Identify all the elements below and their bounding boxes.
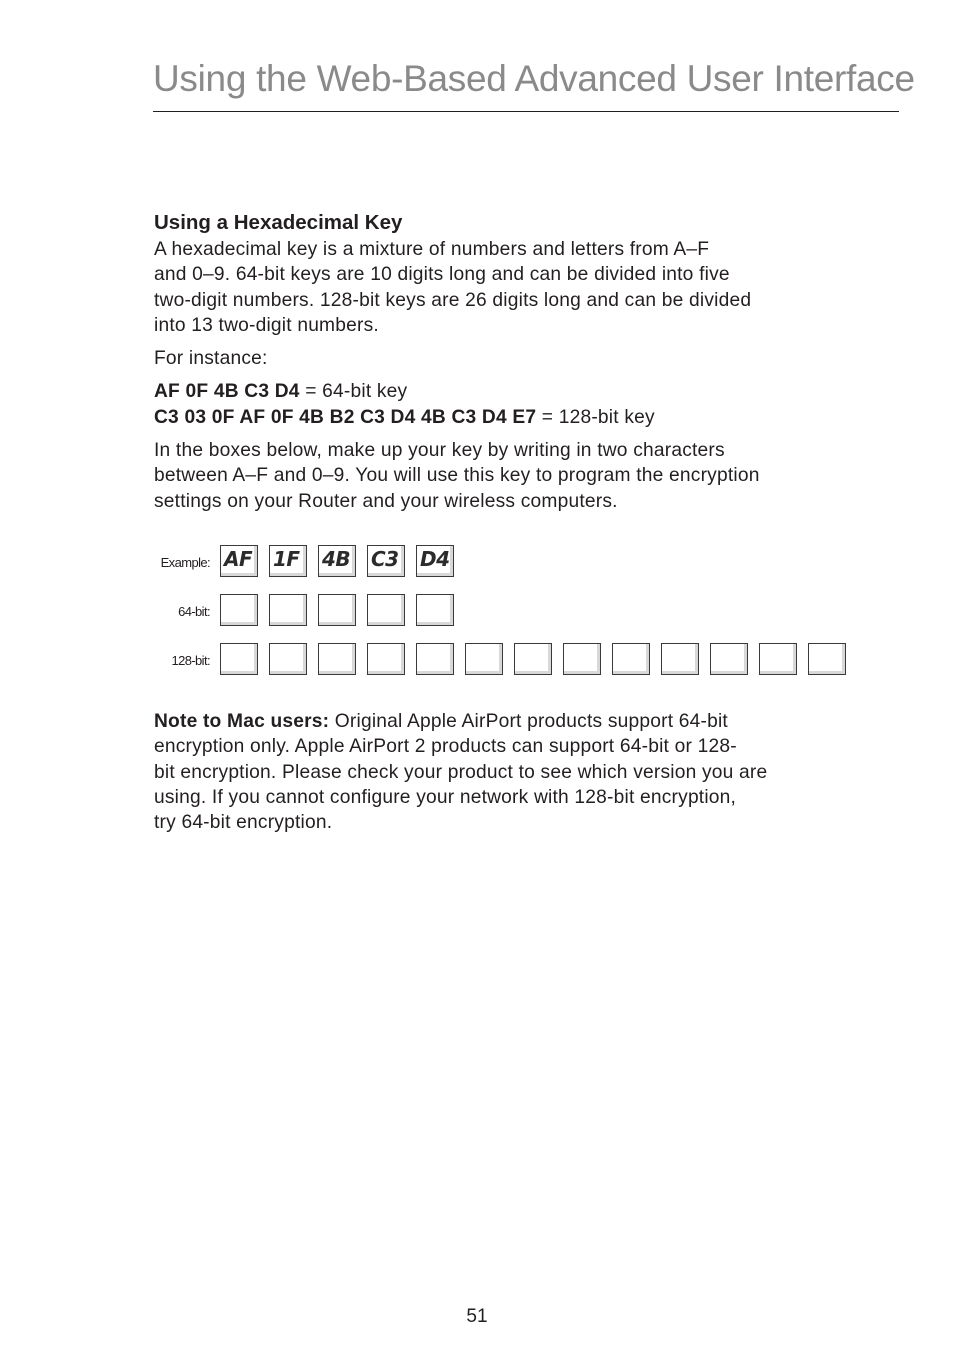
key-box: [612, 643, 650, 675]
example-64-suffix: = 64-bit key: [299, 381, 408, 403]
example-128-line: [154, 405, 869, 430]
section-heading: Using a Hexadecimal Key: [154, 211, 403, 234]
key-box-value: 1F: [273, 547, 300, 571]
example-64-key: AF 0F 4B C3 D4: [154, 381, 300, 403]
key-box: [318, 643, 356, 675]
mac-users-note: [154, 709, 874, 835]
key-box: [563, 643, 601, 675]
key-box: [269, 594, 307, 626]
key-box: [514, 643, 552, 675]
key-box: [220, 545, 258, 577]
page-number: 51: [466, 1306, 488, 1327]
key-box: [808, 643, 846, 675]
intro-line: into 13 two-digit numbers.: [154, 314, 379, 336]
title-divider: [153, 111, 899, 112]
key-box: [269, 545, 307, 577]
key-box: [465, 643, 503, 675]
key-box-value: C3: [371, 547, 399, 571]
note-lead: Note to Mac users:: [154, 711, 330, 732]
example-128-suffix: = 128-bit key: [536, 406, 655, 428]
key-box: [759, 643, 797, 675]
key-box: [367, 643, 405, 675]
key-box: [367, 545, 405, 577]
row-128-label: 128-bit:: [171, 653, 210, 668]
key-box: [416, 643, 454, 675]
intro-line: and 0–9. 64-bit keys are 10 digits long and can be divided into five: [154, 264, 730, 286]
instruction-line: between A–F and 0–9. You will use this key to program the encryption: [154, 465, 760, 487]
key-box-value: D4: [420, 547, 450, 571]
key-box: [416, 545, 454, 577]
note-text: Original Apple AirPort products support 64-bit: [329, 711, 728, 732]
note-line: try 64-bit encryption.: [154, 812, 333, 834]
key-box: [416, 594, 454, 626]
key-box-value: AF: [224, 547, 253, 571]
instruction-paragraph: [154, 438, 869, 514]
instruction-line: In the boxes below, make up your key by writing in two characters: [154, 440, 725, 462]
instruction-line: settings on your Router and your wireless computers.: [154, 490, 618, 512]
key-box: [367, 594, 405, 626]
examples-paragraph: [154, 379, 869, 430]
intro-line: A hexadecimal key is a mixture of numbers and letters from A–F: [154, 239, 710, 260]
key-box: [710, 643, 748, 675]
example-label: Example:: [160, 555, 210, 570]
example-128-key: C3 03 0F AF 0F 4B B2 C3 D4 4B C3 D4 E7: [154, 406, 537, 428]
page-title: Using the Web-Based Advanced User Interface: [153, 58, 915, 99]
for-instance-text: For instance:: [154, 348, 268, 370]
key-box: [318, 594, 356, 626]
hex-key-section: [154, 209, 869, 514]
key-box: [269, 643, 307, 675]
note-line: encryption only. Apple AirPort 2 products can support 64-bit or 128-: [154, 736, 737, 758]
note-line: bit encryption. Please check your product to see which version you are: [154, 761, 768, 783]
note-line: using. If you cannot configure your network with 128-bit encryption,: [154, 786, 737, 808]
intro-line: two-digit numbers. 128-bit keys are 26 digits long and can be divided: [154, 289, 752, 311]
example-64-line: [154, 379, 869, 404]
key-box: [220, 594, 258, 626]
key-box-value: 4B: [322, 547, 351, 571]
key-box: [661, 643, 699, 675]
key-box: [220, 643, 258, 675]
note-line: [154, 709, 874, 734]
row-64-label: 64-bit:: [178, 604, 210, 619]
key-box: [318, 545, 356, 577]
intro-paragraph: [154, 237, 869, 338]
